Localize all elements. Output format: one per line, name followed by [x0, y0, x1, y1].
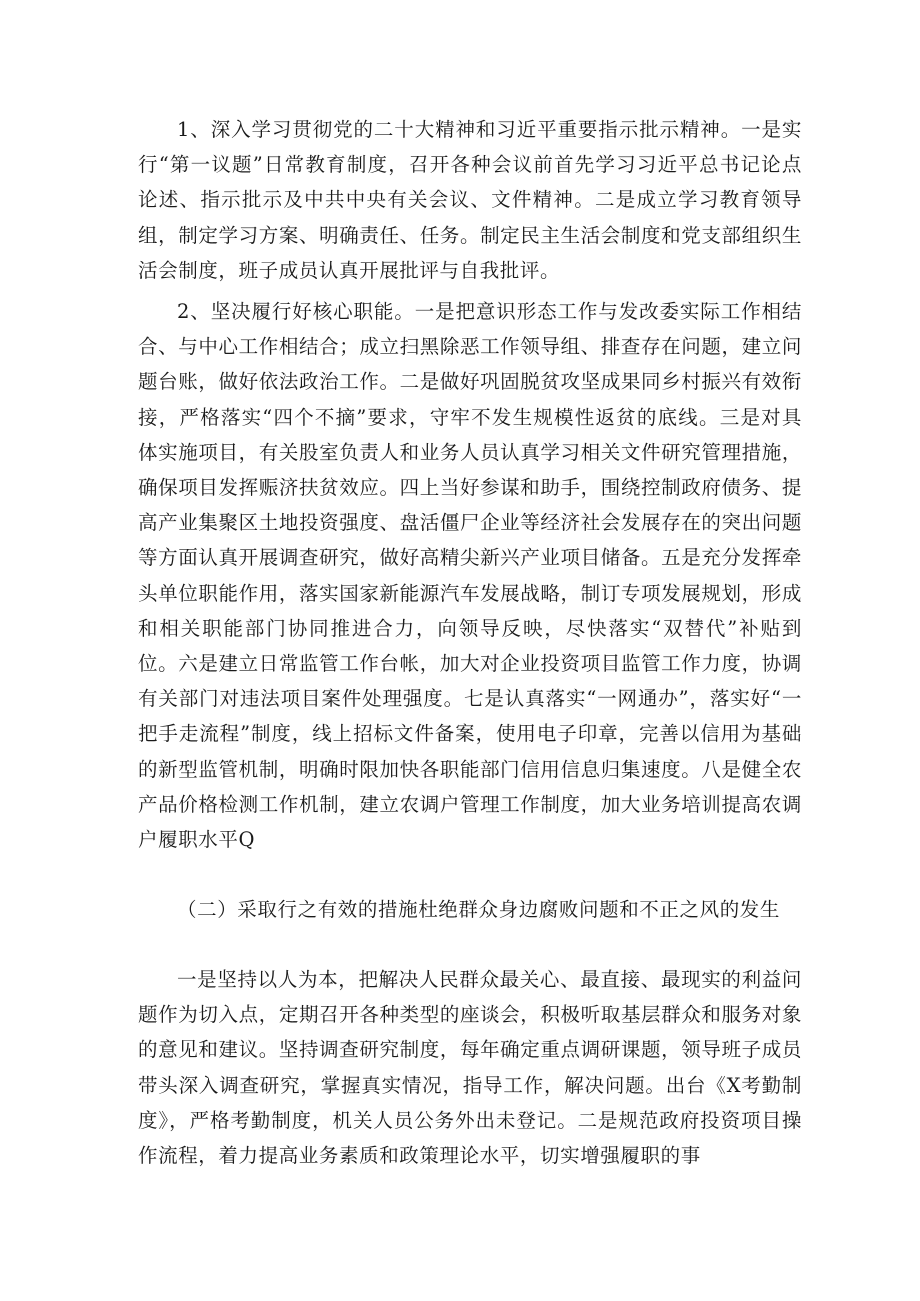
paragraph-core-functions: 2、坚决履行好核心职能。一是把意识形态工作与发改委实际工作相结合、与中心工作相结合；成立扫黑除恶工作领导组、排查存在问题，建立问题台账，做好依法政治工作。二是做好巩固脱贫攻坚成果同乡村振兴有效衔接，严格落实“四个不摘”要求，守牢不发生规模性返贫的底线。三是对具体实施项目，有关股室负责人和业务人员认真学习相关文件研究管理措施，确保项目发挥赈济扶贫效应。四上当好参谋和助手，围绕控制政府债务、提高产业集聚区土地投资强度、盘活僵尸企业等经济社会发展存在的突出问题等方面认真开展调查研究，做好高精尖新兴产业项目储备。五是充分发挥牵头单位职能作用，落实国家新能源汽车发展战略，制订专项发展规划，形成和相关职能部门协同推进合力，向领导反映，尽快落实“双替代”补贴到位。六是建立日常监管工作台帐，加大对企业投资项目监管工作力度，协调有关部门对违法项目案件处理强度。七是认真落实“一网通办”，落实好“一把手走流程”制度，线上招标文件备案，使用电子印章，完善以信用为基础的新型监管机制，明确时限加快各职能部门信用信息归集速度。八是健全农产品价格检测工作机制，建立农调户管理工作制度，加大业务培训提高农调户履职水平Q	[138, 300, 802, 852]
section-heading: （二）采取行之有效的措施杜绝群众身边腐败问题和不正之风的发生	[177, 898, 781, 921]
paragraph-study-spirit: 1、深入学习贯彻党的二十大精神和习近平重要指示批示精神。一是实行“第一议题”日常教育制度，召开各种会议前首先学习习近平总书记论点论述、指示批示及中共中央有关会议、文件精神。二是成立学习教育领导组，制定学习方案、明确责任、任务。制定民主生活会制度和党支部组织生活会制度，班子成员认真开展批评与自我批评。	[138, 118, 802, 282]
paragraph-people-centered: 一是坚持以人为本，把解决人民群众最关心、最直接、最现实的利益问题作为切入点，定期召开各种类型的座谈会，积极听取基层群众和服务对象的意见和建议。坚持调查研究制度，每年确定重点调研课题，领导班子成员带头深入调查研究，掌握真实情况，指导工作，解决问题。出台《X考勤制度》，严格考勤制度，机关人员公务外出未登记。二是规范政府投资项目操作流程，着力提高业务素质和政策理论水平，切实增强履职的事	[138, 968, 802, 1168]
